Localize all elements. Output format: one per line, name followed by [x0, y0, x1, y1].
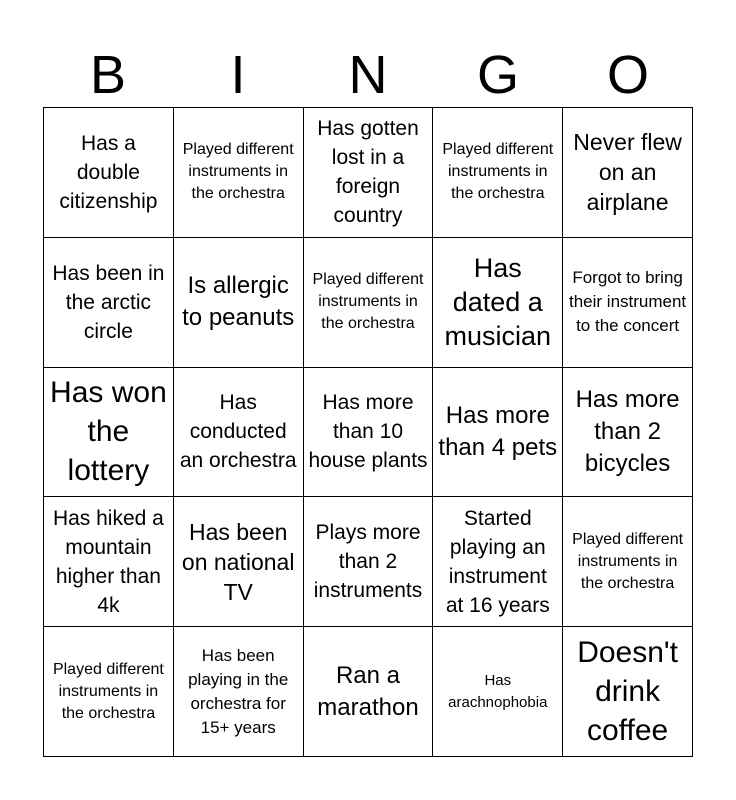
header-letter-n: N [348, 45, 388, 105]
bingo-cell [174, 368, 304, 498]
bingo-cell [433, 627, 563, 757]
bingo-cell [304, 497, 434, 627]
cell-text: Has been playing in the orchestra for 15+ years [188, 645, 289, 737]
bingo-cell [304, 368, 434, 498]
bingo-cell [433, 238, 563, 368]
bingo-cell [563, 368, 693, 498]
cell-text: Ran a marathon [317, 661, 419, 721]
bingo-cell [563, 108, 693, 238]
cell-text: Never flew on an airplane [573, 129, 682, 216]
header-letter-g: G [476, 45, 519, 105]
bingo-cell [174, 238, 304, 368]
header-letter-b: B [89, 45, 127, 105]
cell-text: Has gotten lost in a foreign country [317, 117, 419, 228]
cell-text: Plays more than 2 instruments [313, 521, 423, 603]
cell-text: Has hiked a mountain higher than 4k [52, 506, 164, 617]
cell-text: Played different instruments in the orchestra [52, 660, 164, 722]
cell-text: Played different instruments in the orchestra [312, 271, 424, 333]
cell-text: Has dated a musician [444, 253, 552, 352]
bingo-cell [304, 238, 434, 368]
cell-text: Has arachnophobia [448, 671, 548, 711]
cell-text: Has more than 2 bicycles [575, 385, 680, 477]
bingo-header [43, 44, 693, 106]
cell-text: Doesn't drink coffee [577, 636, 678, 748]
cell-text: Has conducted an orchestra [179, 391, 297, 473]
cell-text: Played different instruments in the orchestra [572, 530, 684, 592]
bingo-cell [304, 108, 434, 238]
bingo-cell [44, 108, 174, 238]
cell-text: Played different instruments in the orchestra [442, 141, 554, 203]
cell-text: Has been on national TV [181, 518, 295, 605]
cell-text: Played different instruments in the orchestra [182, 141, 294, 203]
cell-text: Forgot to bring their instrument to the concert [569, 268, 687, 336]
bingo-cell [44, 368, 174, 498]
cell-text: Started playing an instrument at 16 years [445, 506, 550, 617]
cell-text: Has a double citizenship [59, 131, 158, 213]
cell-text: Has more than 4 pets [438, 401, 558, 461]
bingo-cell [433, 108, 563, 238]
cell-text: Has won the lottery [50, 376, 167, 488]
bingo-cell [433, 497, 563, 627]
bingo-cell [304, 627, 434, 757]
bingo-cell [563, 627, 693, 757]
bingo-cell [563, 497, 693, 627]
bingo-cell [44, 497, 174, 627]
cell-text: Is allergic to peanuts [182, 272, 295, 332]
bingo-grid [43, 107, 693, 757]
bingo-cell [44, 627, 174, 757]
bingo-cell [433, 368, 563, 498]
bingo-cell [174, 627, 304, 757]
header-letter-i: I [230, 45, 246, 105]
header-letter-o: O [606, 45, 649, 105]
bingo-cell [563, 238, 693, 368]
bingo-cell [174, 108, 304, 238]
cell-text: Has been in the arctic circle [52, 261, 165, 343]
bingo-cell [174, 497, 304, 627]
cell-text: Has more than 10 house plants [308, 391, 428, 473]
bingo-cell [44, 238, 174, 368]
